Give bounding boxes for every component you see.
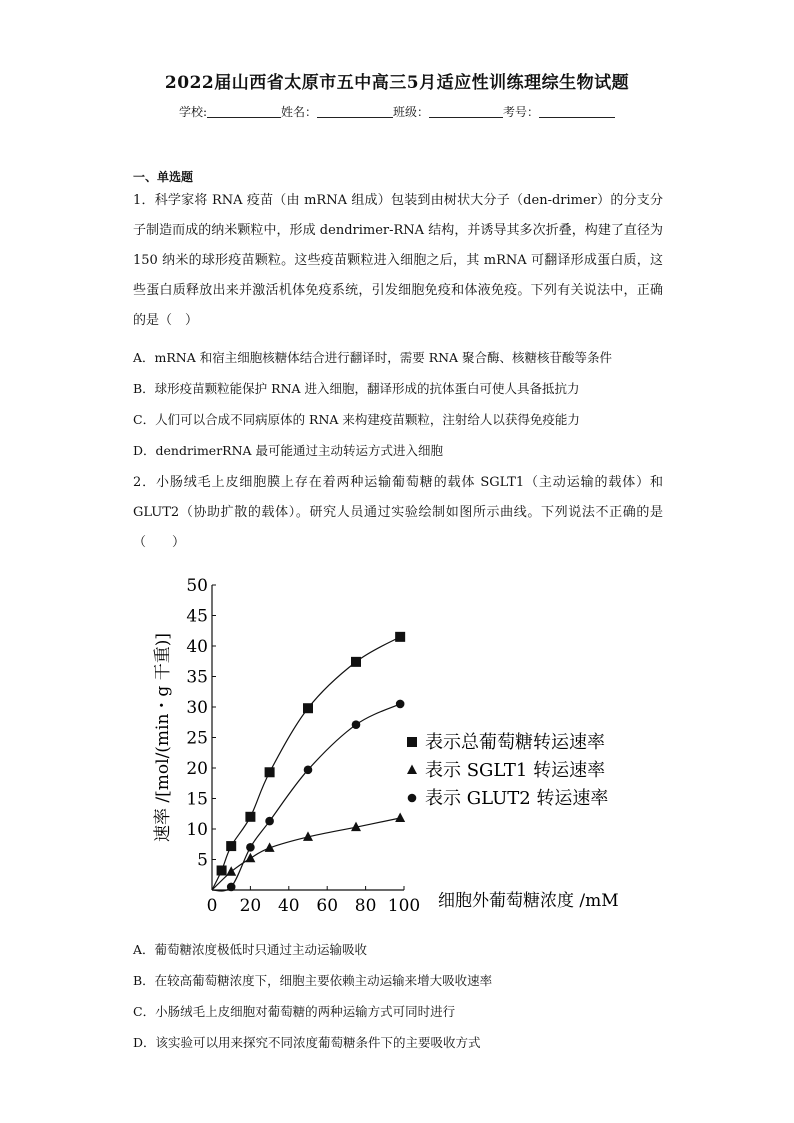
data-point-square (217, 865, 227, 875)
y-tick-label: 15 (186, 789, 208, 810)
question-2-option-c: C．小肠绒毛上皮细胞对葡萄糖的两种运输方式可同时进行 (133, 1004, 456, 1019)
data-point-triangle (226, 866, 236, 876)
legend-marker-circle (408, 794, 417, 803)
name-label: 姓名： (281, 105, 318, 119)
data-point-triangle (395, 813, 405, 823)
data-point-circle (246, 843, 255, 852)
legend-label-circle: 表示 GLUT2 转运速率 (425, 788, 609, 809)
class-blank (429, 105, 503, 118)
data-point-square (245, 812, 255, 822)
data-point-circle (304, 766, 313, 775)
x-tick-label: 20 (239, 896, 262, 915)
data-point-circle (396, 700, 405, 709)
transport-rate-chart (140, 570, 660, 915)
y-tick-label: 35 (186, 667, 208, 688)
y-tick-label: 5 (197, 850, 208, 871)
question-2-option-b: B．在较高葡萄糖浓度下，细胞主要依赖主动运输来增大吸收速率 (133, 973, 493, 988)
y-tick-label: 10 (186, 820, 208, 840)
y-tick-label: 45 (186, 606, 208, 627)
section-title: 一、单选题 (133, 170, 194, 184)
series-line-triangle (212, 818, 400, 890)
data-point-square (303, 703, 313, 713)
data-point-square (395, 632, 405, 642)
student-info-line (0, 103, 794, 120)
school-label: 学校: (178, 105, 207, 119)
data-point-square (226, 841, 236, 851)
data-point-circle (227, 883, 236, 892)
y-tick-label: 25 (186, 728, 208, 749)
page-title: 2022届山西省太原市五中高三5月适应性训练理综生物试题 (164, 73, 630, 93)
question-1-stem: 1．科学家将 RNA 疫苗（由 mRNA 组成）包装到由树状大分子（den-drimer）的分支分子制造而成的纳米颗粒中，形成 dendrimer-RNA 结构，并诱导其多次折叠，构建了直径为 150 纳米的球形疫苗颗粒。这些疫苗颗粒进入细胞之后，其 mRNA 可翻译形成蛋白质，这些蛋白质释放出来并激活机体免疫系统，引发细胞免疫和体液免疫。下列有关说法中，正确的是（ ） (133, 193, 663, 328)
question-1-option-c: C．人们可以合成不同病原体的 RNA 来构建疫苗颗粒，注射给人以获得免疫能力 (133, 412, 580, 427)
y-tick-label: 50 (186, 576, 208, 596)
data-point-square (351, 657, 361, 667)
data-point-square (265, 767, 275, 777)
id-label: 考号： (503, 105, 540, 119)
legend-marker-triangle (407, 765, 417, 775)
question-1-option-a: A．mRNA 和宿主细胞核糖体结合进行翻译时，需要 RNA 聚合酶、核糖核苷酸等条件 (133, 350, 613, 365)
id-blank (539, 105, 615, 118)
question-1-option-b: B．球形疫苗颗粒能保护 RNA 进入细胞，翻译形成的抗体蛋白可使人具备抵抗力 (133, 381, 580, 396)
series-line-circle (212, 704, 400, 891)
y-tick-label: 20 (186, 759, 208, 779)
name-blank (317, 105, 393, 118)
y-tick-label: 30 (186, 698, 208, 718)
x-tick-label: 40 (277, 896, 300, 915)
school-blank (207, 105, 281, 118)
x-axis-label: 细胞外葡萄糖浓度 /mM (438, 891, 619, 911)
legend-marker-square (407, 737, 417, 747)
legend-label-square: 表示总葡萄糖转运速率 (425, 732, 605, 753)
x-tick-label: 80 (354, 896, 377, 915)
y-tick-label: 40 (186, 637, 208, 657)
legend-label-triangle: 表示 SGLT1 转运速率 (425, 760, 606, 781)
x-tick-label: 60 (316, 896, 339, 915)
x-tick-label: 0 (206, 896, 218, 915)
question-2-stem: 2．小肠绒毛上皮细胞膜上存在着两种运输葡萄糖的载体 SGLT1（主动运输的载体）和 GLUT2（协助扩散的载体）。研究人员通过实验绘制如图所示曲线。下列说法不正确的是（ ） (133, 475, 663, 550)
class-label: 班级： (393, 105, 430, 119)
series-line-square (212, 637, 400, 890)
question-2-option-a: A．葡萄糖浓度极低时只通过主动运输吸收 (133, 942, 368, 957)
data-point-circle (265, 817, 274, 826)
x-tick-label: 100 (387, 896, 421, 915)
data-point-circle (352, 720, 361, 729)
y-axis-label: 速率 /[mol/(min・g 干重)] (153, 633, 173, 842)
question-1-option-d: D．dendrimerRNA 最可能通过主动转运方式进入细胞 (133, 443, 444, 458)
question-2-option-d: D．该实验可以用来探究不同浓度葡萄糖条件下的主要吸收方式 (133, 1035, 481, 1050)
